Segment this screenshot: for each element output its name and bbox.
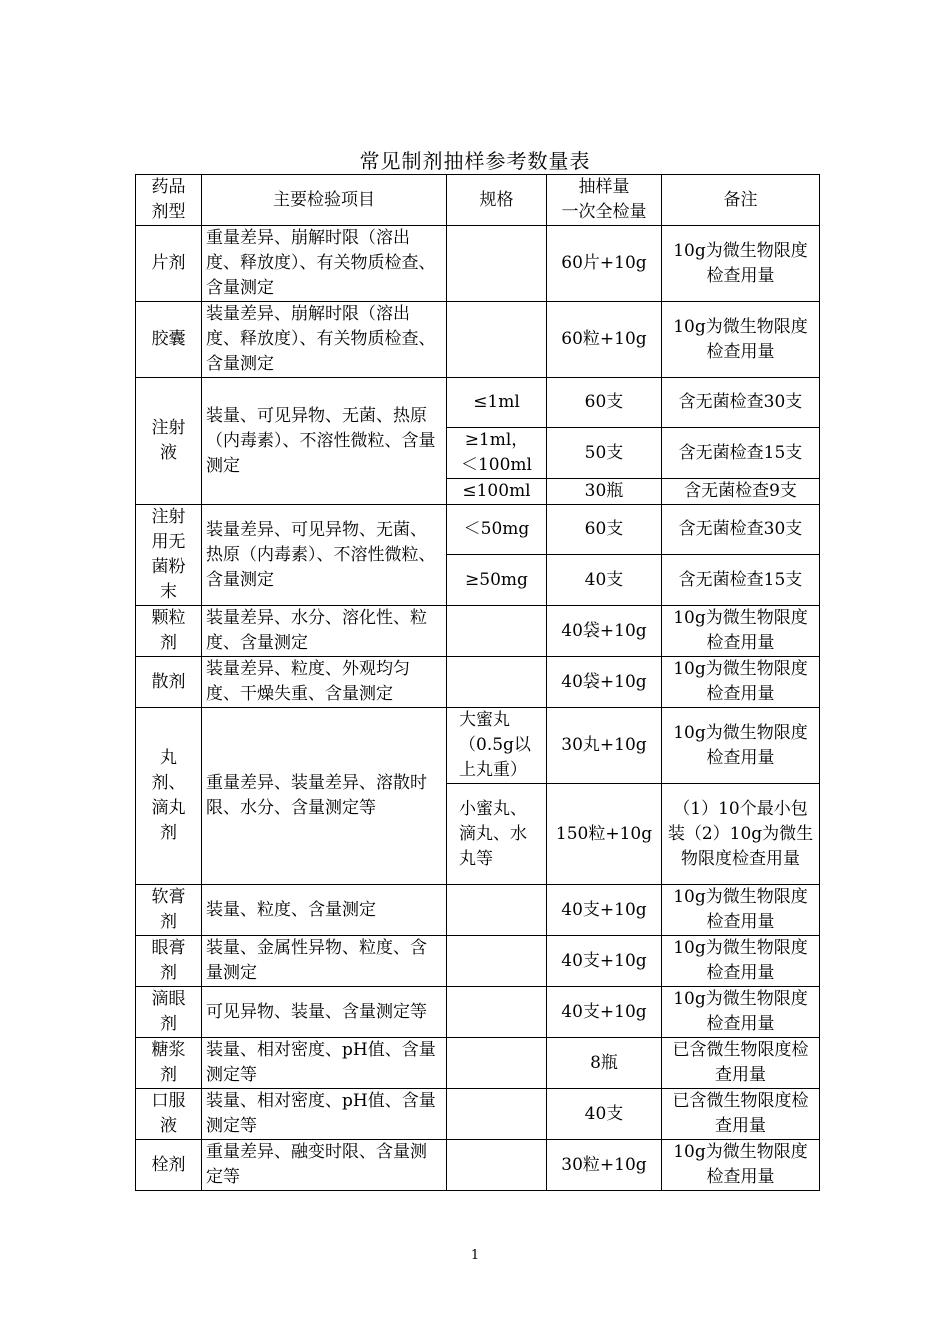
row-note: 已含微生物限度检查用量	[662, 1089, 820, 1140]
row-spec	[447, 606, 547, 657]
row-qty: 60支	[547, 505, 662, 555]
header-row	[136, 175, 820, 226]
row-items: 装量差异、粒度、外观均匀度、干燥失重、含量测定	[202, 657, 447, 708]
row-type: 软膏 剂	[136, 885, 202, 936]
row-spec	[447, 226, 547, 302]
sampling-table	[135, 174, 820, 1191]
row-items: 可见异物、装量、含量测定等	[202, 987, 447, 1038]
row-note: 含无菌检查15支	[662, 428, 820, 479]
row-note: 10g为微生物限度检查用量	[662, 885, 820, 936]
row-spec	[447, 1140, 547, 1191]
row-note: 已含微生物限度检查用量	[662, 1038, 820, 1089]
row-note: 10g为微生物限度检查用量	[662, 1140, 820, 1191]
row-items: 装量差异、崩解时限（溶出度、释放度）、有关物质检查、含量测定	[202, 302, 447, 378]
row-spec	[447, 1089, 547, 1140]
table-row	[136, 657, 820, 708]
row-type: 注射 液	[136, 378, 202, 505]
row-qty: 60片+10g	[547, 226, 662, 302]
row-type: 颗粒 剂	[136, 606, 202, 657]
row-type: 眼膏 剂	[136, 936, 202, 987]
row-items: 重量差异、装量差异、溶散时限、水分、含量测定等	[202, 708, 447, 885]
row-items: 装量、金属性异物、粒度、含量测定	[202, 936, 447, 987]
row-type: 胶囊	[136, 302, 202, 378]
row-type: 滴眼 剂	[136, 987, 202, 1038]
header-type: 药品 剂型	[136, 175, 202, 226]
row-note: 10g为微生物限度检查用量	[662, 936, 820, 987]
row-type: 注射 用无 菌粉 末	[136, 505, 202, 606]
table-row	[136, 987, 820, 1038]
table-row	[136, 885, 820, 936]
table-row	[136, 302, 820, 378]
table-row	[136, 1140, 820, 1191]
row-items: 重量差异、崩解时限（溶出度、释放度）、有关物质检查、含量测定	[202, 226, 447, 302]
row-qty: 40支	[547, 1089, 662, 1140]
row-spec: 大蜜丸 （0.5g以 上丸重）	[447, 708, 547, 784]
row-items: 装量差异、可见异物、无菌、热原（内毒素）、不溶性微粒、含量测定	[202, 505, 447, 606]
row-qty: 40支+10g	[547, 987, 662, 1038]
row-spec: ≤1ml	[447, 378, 547, 428]
row-qty: 150粒+10g	[547, 784, 662, 885]
row-spec: 小蜜丸、 滴丸、水 丸等	[447, 784, 547, 885]
table-row	[136, 226, 820, 302]
row-qty: 40支+10g	[547, 885, 662, 936]
row-type: 栓剂	[136, 1140, 202, 1191]
row-spec	[447, 657, 547, 708]
row-spec: ＜50mg	[447, 505, 547, 555]
row-type: 口服 液	[136, 1089, 202, 1140]
row-note: 含无菌检查30支	[662, 378, 820, 428]
table-row	[136, 708, 820, 784]
row-qty: 30粒+10g	[547, 1140, 662, 1191]
row-items: 重量差异、融变时限、含量测定等	[202, 1140, 447, 1191]
table-row	[136, 505, 820, 555]
table-row	[136, 606, 820, 657]
row-qty: 40支+10g	[547, 936, 662, 987]
row-spec	[447, 885, 547, 936]
row-spec	[447, 302, 547, 378]
row-items: 装量、粒度、含量测定	[202, 885, 447, 936]
row-spec: ≥50mg	[447, 555, 547, 606]
row-items: 装量、可见异物、无菌、热原（内毒素）、不溶性微粒、含量测定	[202, 378, 447, 505]
row-items: 装量差异、水分、溶化性、粒度、含量测定	[202, 606, 447, 657]
table-row	[136, 936, 820, 987]
row-spec: ≥1ml， ＜100ml	[447, 428, 547, 479]
row-type: 片剂	[136, 226, 202, 302]
page-number: 1	[470, 1248, 480, 1263]
row-note: 10g为微生物限度检查用量	[662, 708, 820, 784]
header-qty: 抽样量 一次全检量	[547, 175, 662, 226]
row-qty: 40支	[547, 555, 662, 606]
header-spec: 规格	[447, 175, 547, 226]
row-note: 含无菌检查30支	[662, 505, 820, 555]
row-qty: 30丸+10g	[547, 708, 662, 784]
row-qty: 30瓶	[547, 479, 662, 505]
row-qty: 60支	[547, 378, 662, 428]
row-qty: 40袋+10g	[547, 657, 662, 708]
document-title: 常见制剂抽样参考数量表	[359, 149, 591, 173]
row-note: 10g为微生物限度检查用量	[662, 302, 820, 378]
row-qty: 50支	[547, 428, 662, 479]
row-items: 装量、相对密度、pH值、含量测定等	[202, 1089, 447, 1140]
table-row	[136, 1089, 820, 1140]
row-spec	[447, 1038, 547, 1089]
row-note: 10g为微生物限度检查用量	[662, 657, 820, 708]
row-note: （1）10个最小包装（2）10g为微生物限度检查用量	[662, 784, 820, 885]
row-items: 装量、相对密度、pH值、含量测定等	[202, 1038, 447, 1089]
header-items: 主要检验项目	[202, 175, 447, 226]
table-row	[136, 1038, 820, 1089]
row-note: 10g为微生物限度检查用量	[662, 987, 820, 1038]
row-qty: 40袋+10g	[547, 606, 662, 657]
header-note: 备注	[662, 175, 820, 226]
row-qty: 60粒+10g	[547, 302, 662, 378]
row-note: 含无菌检查15支	[662, 555, 820, 606]
row-type: 丸 剂、 滴丸 剂	[136, 708, 202, 885]
row-spec: ≤100ml	[447, 479, 547, 505]
row-qty: 8瓶	[547, 1038, 662, 1089]
row-note: 10g为微生物限度检查用量	[662, 606, 820, 657]
row-note: 含无菌检查9支	[662, 479, 820, 505]
row-spec	[447, 987, 547, 1038]
row-type: 糖浆 剂	[136, 1038, 202, 1089]
table-row	[136, 378, 820, 428]
row-note: 10g为微生物限度检查用量	[662, 226, 820, 302]
row-type: 散剂	[136, 657, 202, 708]
row-spec	[447, 936, 547, 987]
